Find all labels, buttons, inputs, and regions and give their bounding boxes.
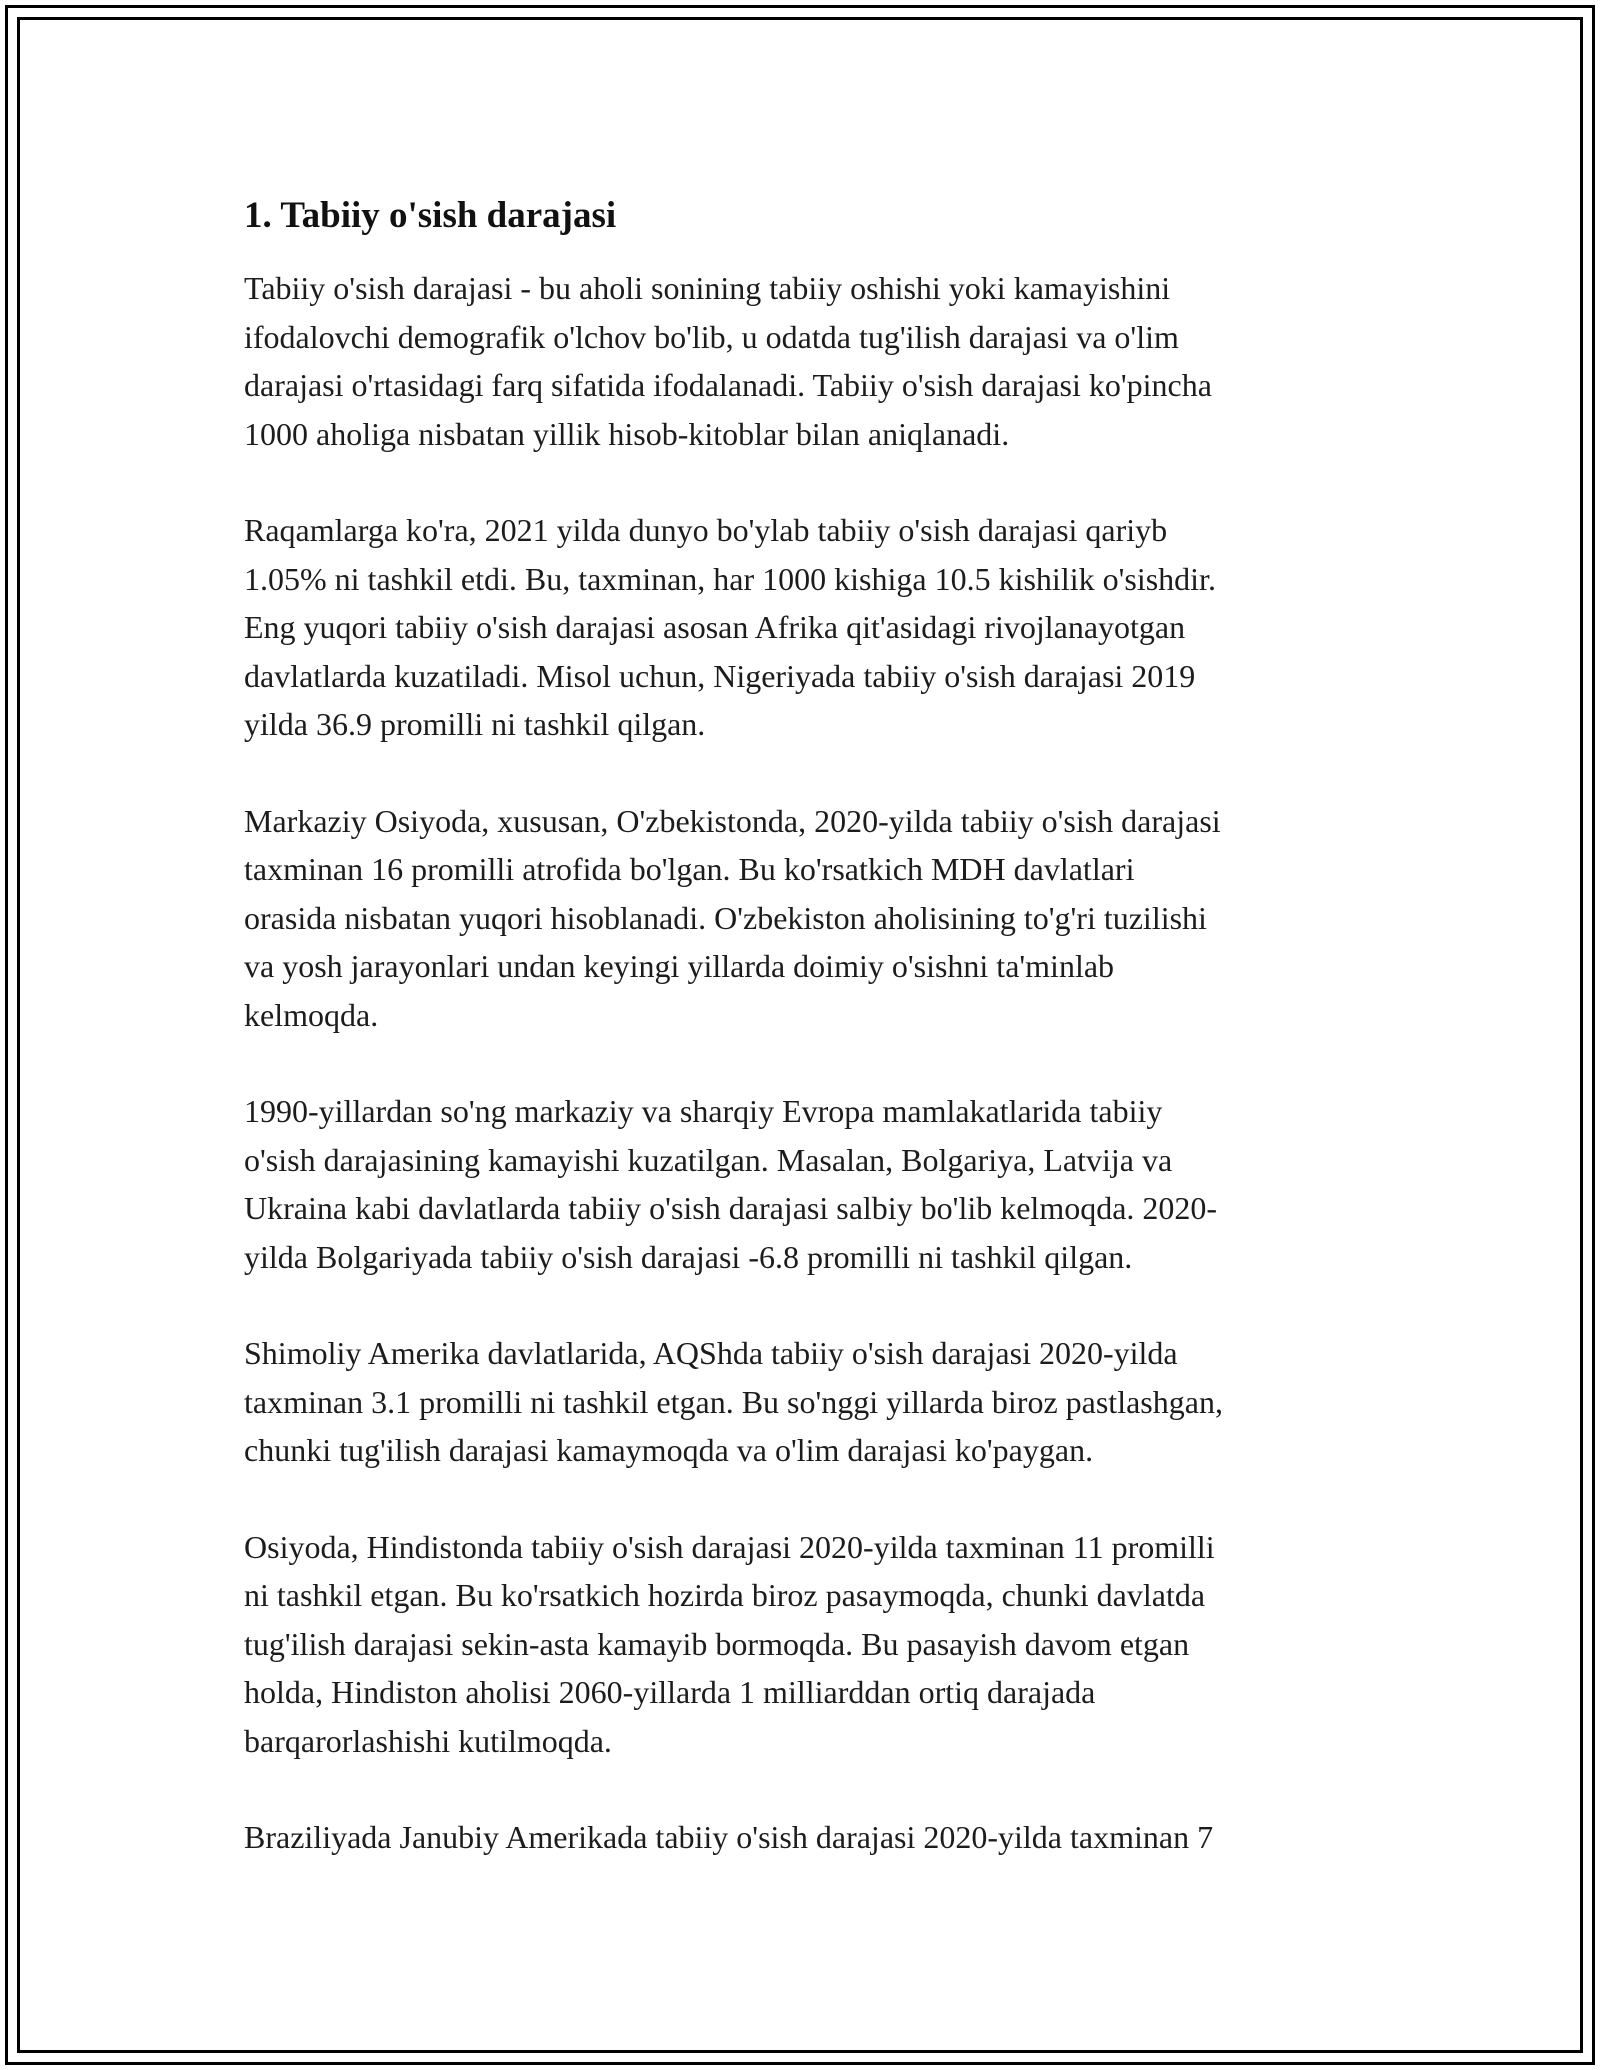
text-line: Osiyoda, Hindistonda tabiiy o'sish darajasi 2020-yilda taxminan 11 promilli — [244, 1528, 1215, 1565]
paragraph-europe — [244, 1087, 1374, 1281]
text-line: Tabiiy o'sish darajasi - bu aholi sonining tabiiy oshishi yoki kamayishini — [244, 270, 1171, 306]
text-line: 1000 aholiga nisbatan yillik hisob-kitoblar bilan aniqlanadi. — [244, 415, 1010, 452]
text-line: tug'ilish darajasi sekin-asta kamayib bormoqda. Bu pasayish davom etgan — [244, 1625, 1190, 1662]
text-line: holda, Hindiston aholisi 2060-yillarda 1 milliarddan ortiq darajada — [244, 1674, 1096, 1710]
document-content — [244, 192, 1374, 1910]
text-line: kelmoqda. — [244, 996, 379, 1033]
paragraph-definition — [244, 264, 1374, 458]
text-line: taxminan 3.1 promilli ni tashkil etgan. Bu so'nggi yillarda biroz pastlashgan, — [244, 1383, 1223, 1420]
paragraph-brazil — [244, 1813, 1374, 1862]
text-line: Markaziy Osiyoda, xususan, O'zbekistonda, 2020-yilda tabiiy o'sish darajasi — [244, 802, 1221, 839]
text-line: yilda 36.9 promilli ni tashkil qilgan. — [244, 706, 706, 742]
text-line: yilda Bolgariyada tabiiy o'sish darajasi -6.8 promilli ni tashkil qilgan. — [244, 1238, 1133, 1275]
text-line: Shimoliy Amerika davlatlarida, AQShda tabiiy o'sish darajasi 2020-yilda — [244, 1335, 1178, 1371]
text-line: va yosh jarayonlari undan keyingi yillarda doimiy o'sishni ta'minlab — [244, 948, 1115, 984]
page-frame — [5, 5, 1595, 2065]
section-heading: 1. Tabiiy o'sish darajasi — [244, 195, 617, 236]
paragraph-india — [244, 1523, 1374, 1766]
text-line: chunki tug'ilish darajasi kamaymoqda va o'lim darajasi ko'paygan. — [244, 1432, 1094, 1468]
text-line: ni tashkil etgan. Bu ko'rsatkich hozirda biroz pasaymoqda, chunki davlatda — [244, 1577, 1206, 1613]
paragraph-world — [244, 506, 1374, 749]
text-line: Raqamlarga ko'ra, 2021 yilda dunyo bo'ylab tabiiy o'sish darajasi qariyb — [244, 512, 1168, 548]
text-line: taxminan 16 promilli atrofida bo'lgan. Bu ko'rsatkich MDH davlatlari — [244, 851, 1135, 887]
text-line: Ukraina kabi davlatlarda tabiiy o'sish darajasi salbiy bo'lib kelmoqda. 2020- — [244, 1190, 1218, 1226]
text-line: orasida nisbatan yuqori hisoblanadi. O'zbekiston aholisining to'g'ri tuzilishi — [244, 899, 1207, 936]
paragraph-central-asia — [244, 797, 1374, 1040]
text-line: Eng yuqori tabiiy o'sish darajasi asosan Afrika qit'asidagi rivojlanayotgan — [244, 609, 1186, 645]
text-line: 1990-yillardan so'ng markaziy va sharqiy Evropa mamlakatlarida tabiiy — [244, 1093, 1163, 1129]
text-line: ifodalovchi demografik o'lchov bo'lib, u odatda tug'ilish darajasi va o'lim — [244, 318, 1179, 355]
text-line: o'sish darajasining kamayishi kuzatilgan. Masalan, Bolgariya, Latvija va — [244, 1141, 1173, 1178]
text-line: Braziliyada Janubiy Amerikada tabiiy o'sish darajasi 2020-yilda taxminan 7 — [244, 1819, 1214, 1855]
text-line: davlatlarda kuzatiladi. Misol uchun, Nigeriyada tabiiy o'sish darajasi 2019 — [244, 657, 1196, 694]
text-line: darajasi o'rtasidagi farq sifatida ifodalanadi. Tabiiy o'sish darajasi ko'pincha — [244, 367, 1212, 403]
text-line: 1.05% ni tashkil etdi. Bu, taxminan, har 1000 kishiga 10.5 kishilik o'sishdir. — [244, 560, 1216, 597]
paragraph-north-america — [244, 1329, 1374, 1475]
text-line: barqarorlashishi kutilmoqda. — [244, 1722, 612, 1759]
